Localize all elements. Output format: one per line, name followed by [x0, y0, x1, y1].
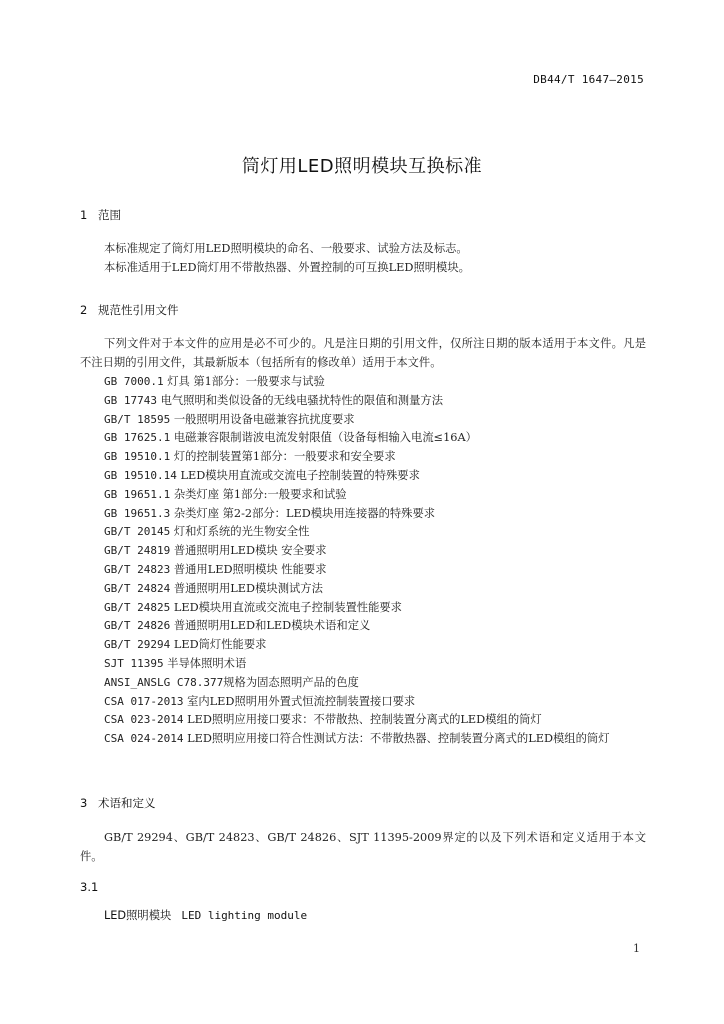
reference-code: CSA 023-2014: [104, 713, 184, 727]
reference-item: [80, 730, 646, 749]
reference-title: 室内LED照明用外置式恒流控制装置接口要求: [183, 694, 416, 708]
reference-title: 普通照明用LED模块测试方法: [170, 581, 323, 595]
reference-title: 灯和灯系统的光生物安全性: [170, 525, 310, 539]
reference-item: [80, 674, 646, 693]
section-title: 术语和定义: [98, 796, 156, 810]
reference-item: [80, 373, 646, 392]
normative-intro: 下列文件对于本文件的应用是必不可少的。凡是注日期的引用文件，仅所注日期的版本适用于本文件。凡是不注日期的引用文件，其最新版本（包括所有的修改单）适用于本文件。: [80, 337, 646, 369]
reference-code: GB/T 24824: [104, 581, 171, 595]
reference-item: [80, 561, 646, 580]
reference-item: [80, 486, 646, 505]
reference-code: GB 17743: [104, 393, 157, 407]
reference-code: GB 19651.1: [104, 487, 171, 501]
reference-code: GB/T 24823: [104, 562, 171, 576]
term-en: LED lighting module: [181, 909, 308, 922]
reference-title: LED照明应用接口要求：不带散热、控制装置分离式的LED模组的筒灯: [183, 713, 542, 727]
reference-code: ANSI_ANSLG C78.377: [104, 675, 224, 689]
reference-code: GB 19651.3: [104, 506, 171, 520]
reference-code: GB/T 29294: [104, 638, 171, 652]
reference-title: LED模块用直流或交流电子控制装置的特殊要求: [176, 468, 420, 482]
reference-title: LED照明应用接口符合性测试方法：不带散热器、控制装置分离式的LED模组的筒灯: [183, 732, 610, 746]
reference-item: [80, 505, 646, 524]
reference-item: [80, 429, 646, 448]
reference-item: [80, 542, 646, 561]
scope-paragraph: 本标准规定了筒灯用LED照明模块的命名、一般要求、试验方法及标志。: [104, 242, 468, 255]
reference-title: LED筒灯性能要求: [170, 638, 267, 652]
reference-title: 电气照明和类似设备的无线电骚扰特性的限值和测量方法: [156, 393, 443, 407]
section-heading-terms: [80, 795, 156, 811]
reference-title: 半导体照明术语: [163, 656, 247, 670]
reference-item: [80, 448, 646, 467]
reference-item: [80, 599, 646, 618]
reference-title: 普通照明用LED模块 安全要求: [170, 544, 327, 558]
reference-item: [80, 580, 646, 599]
section-heading-normative: [80, 302, 179, 318]
section-number: 1: [80, 208, 88, 222]
reference-title: 普通用LED照明模块 性能要求: [170, 562, 327, 576]
reference-item: [80, 392, 646, 411]
reference-code: GB/T 24826: [104, 619, 171, 633]
reference-item: [80, 636, 646, 655]
section-title: 规范性引用文件: [98, 303, 179, 317]
reference-title: 一般照明用设备电磁兼容抗扰度要求: [170, 412, 355, 426]
reference-code: GB 19510.14: [104, 468, 177, 482]
reference-item: [80, 467, 646, 486]
reference-item: [80, 523, 646, 542]
section-number: 3: [80, 796, 88, 810]
reference-code: GB 7000.1: [104, 375, 164, 388]
term-entry: [104, 907, 307, 923]
page-number: 1: [633, 942, 640, 955]
reference-title: 普通照明用LED和LED模块术语和定义: [170, 619, 371, 633]
reference-item: [80, 711, 646, 730]
reference-item: [80, 617, 646, 636]
reference-item: [80, 693, 646, 712]
section-number: 2: [80, 303, 88, 317]
reference-code: GB 17625.1: [104, 431, 171, 445]
standard-code: DB44/T 1647—2015: [533, 73, 644, 86]
reference-title: 灯的控制装置第1部分：一般要求和安全要求: [170, 450, 396, 464]
reference-code: GB/T 20145: [104, 525, 171, 539]
scope-paragraph: 本标准适用于LED筒灯用不带散热器、外置控制的可互换LED照明模块。: [104, 261, 470, 274]
terms-intro: GB/T 29294、GB/T 24823、GB/T 24826、SJT 11395-2009界定的以及下列术语和定义适用于本文件。: [80, 831, 646, 863]
reference-code: CSA 024-2014: [104, 732, 184, 746]
section-heading-scope: [80, 207, 121, 223]
document-title: 筒灯用LED照明模块互换标准: [241, 156, 483, 177]
reference-code: GB/T 24825: [104, 600, 171, 614]
reference-list: [80, 373, 646, 749]
reference-title: 灯具 第1部分：一般要求与试验: [163, 375, 325, 388]
term-zh: LED照明模块: [104, 909, 172, 922]
reference-title: 杂类灯座 第2-2部分：LED模块用连接器的特殊要求: [170, 506, 436, 520]
reference-title: 电磁兼容限制谐波电流发射限值（设备每相输入电流≤16A）: [170, 431, 477, 445]
reference-title: LED模块用直流或交流电子控制装置性能要求: [170, 600, 402, 614]
reference-code: GB 19510.1: [104, 450, 171, 464]
reference-title: 规格为固态照明产品的色度: [223, 675, 359, 689]
reference-item: [80, 411, 646, 430]
reference-item: [80, 655, 646, 674]
reference-title: 杂类灯座 第1部分:一般要求和试验: [170, 487, 347, 501]
section-title: 范围: [98, 208, 121, 222]
reference-code: GB/T 18595: [104, 412, 171, 426]
reference-code: SJT 11395: [104, 656, 164, 670]
reference-code: GB/T 24819: [104, 544, 171, 558]
reference-code: CSA 017-2013: [104, 694, 184, 708]
subsection-heading: 3.1: [80, 880, 99, 894]
